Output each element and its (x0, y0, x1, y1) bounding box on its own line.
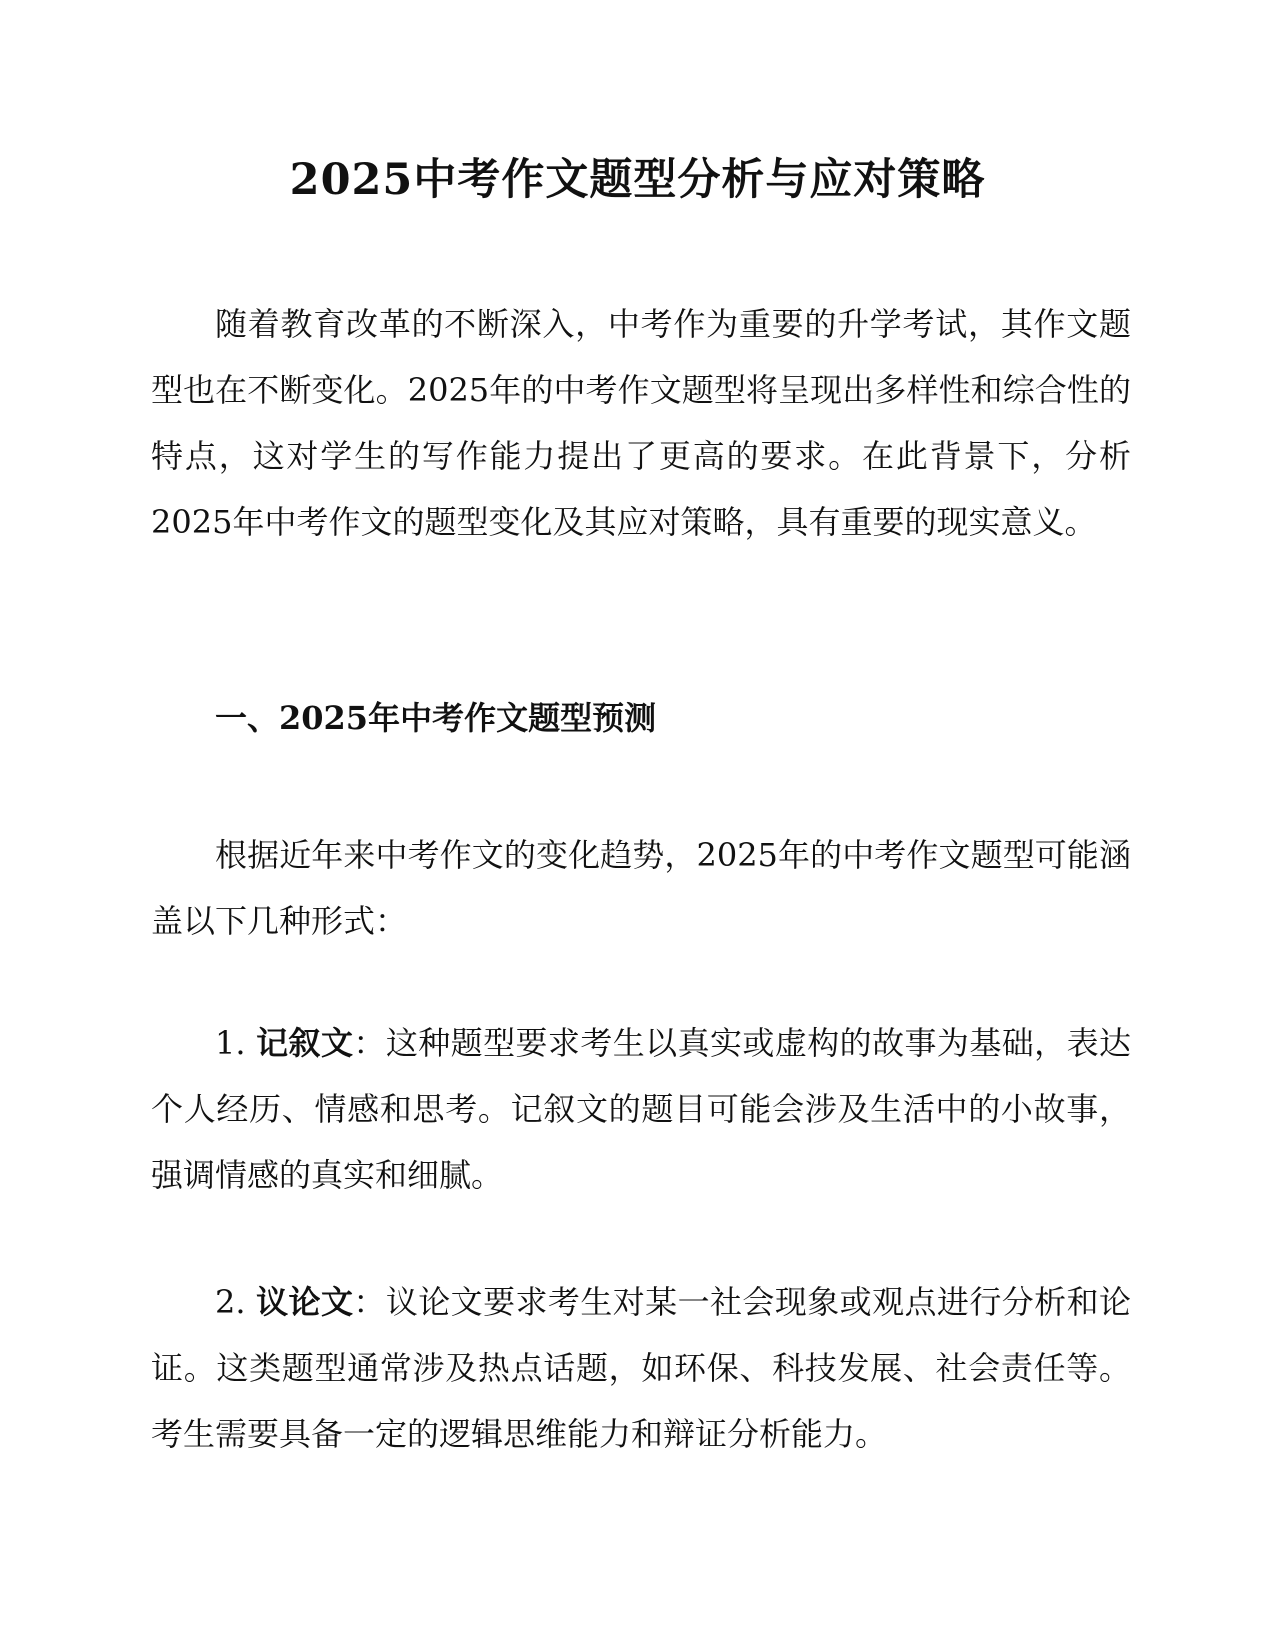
item-number: 1. (215, 1024, 257, 1062)
list-item-narrative (151, 1010, 1131, 1208)
section-lead-paragraph: 根据近年来中考作文的变化趋势，2025年的中考作文题型可能涵盖以下几种形式： (151, 836, 1131, 940)
item-separator: ： (353, 1283, 386, 1321)
item-text: 这种题型要求考生以真实或虚构的故事为基础，表达个人经历、情感和思考。记叙文的题目可能会涉及生活中的小故事，强调情感的真实和细腻。 (151, 1024, 1131, 1194)
item-number: 2. (215, 1283, 257, 1321)
intro-paragraph: 随着教育改革的不断深入，中考作为重要的升学考试，其作文题型也在不断变化。2025年的中考作文题型将呈现出多样性和综合性的特点，这对学生的写作能力提出了更高的要求。在此背景下，分析2025年中考作文的题型变化及其应对策略，具有重要的现实意义。 (151, 305, 1131, 541)
item-label: 议论文 (256, 1283, 354, 1321)
section-heading: 一、2025年中考作文题型预测 (215, 699, 657, 737)
item-text: 议论文要求考生对某一社会现象或观点进行分析和论证。这类题型通常涉及热点话题，如环保、科技发展、社会责任等。考生需要具备一定的逻辑思维能力和辩证分析能力。 (151, 1283, 1131, 1453)
item-separator: ： (353, 1024, 386, 1062)
item-label: 记叙文 (256, 1024, 354, 1062)
list-item-argumentative (151, 1269, 1131, 1467)
document-title: 2025中考作文题型分析与应对策略 (289, 155, 986, 205)
